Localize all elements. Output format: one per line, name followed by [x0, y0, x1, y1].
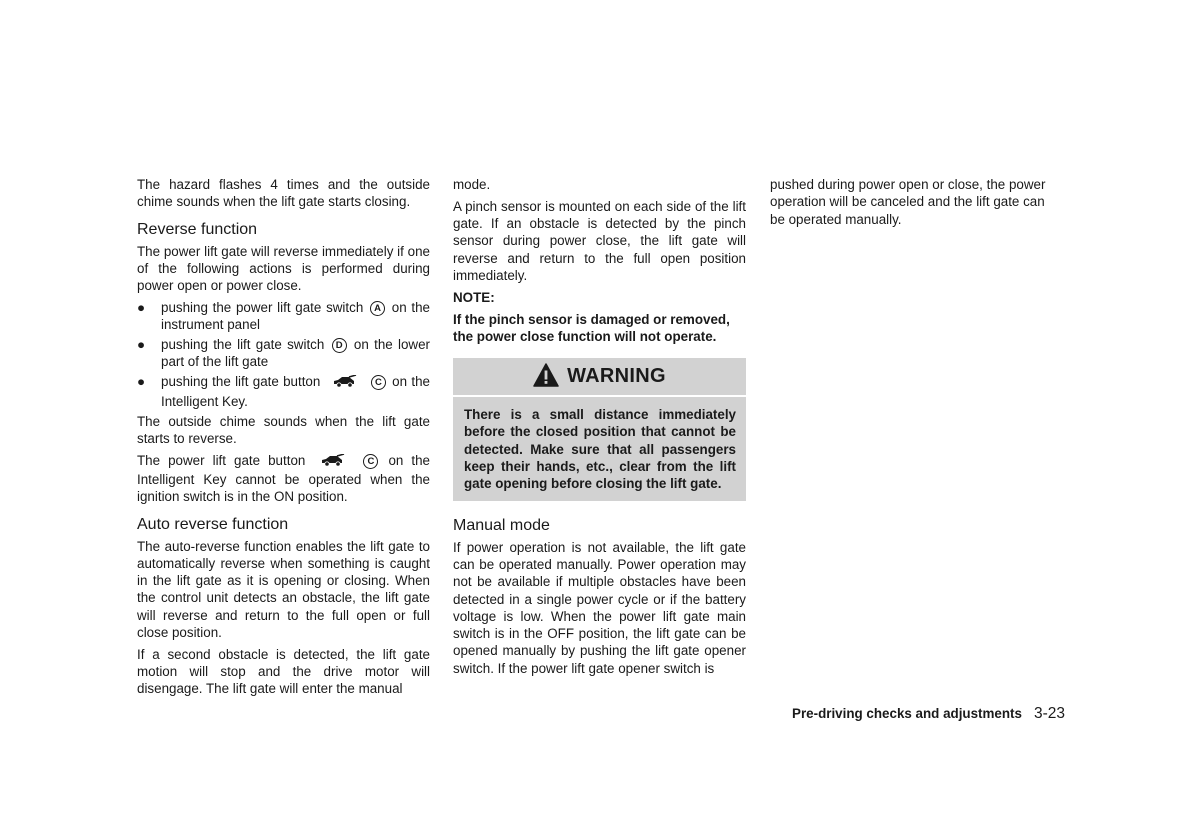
bullet-icon: ●	[137, 374, 146, 390]
callout-d-icon: D	[332, 338, 347, 353]
column-right	[770, 176, 1063, 232]
paragraph-mode: mode.	[453, 177, 491, 192]
paragraph-hazard: The hazard flashes 4 times and the outside chime sounds when the lift gate starts closing.	[137, 177, 430, 210]
lift-gate-car-icon	[321, 454, 345, 471]
paragraph-continued: pushed during power open or close, the power operation will be canceled and the lift gate can be operated manually.	[770, 177, 1046, 227]
section-title: Pre-driving checks and adjustments	[792, 706, 1022, 721]
page-footer	[780, 705, 1065, 723]
bullet-item	[137, 299, 430, 334]
heading-reverse-function: Reverse function	[137, 220, 258, 238]
callout-a-icon: A	[370, 301, 385, 316]
column-middle	[453, 176, 746, 682]
bullet-item	[137, 373, 430, 410]
bullet-text: pushing the power lift gate switch	[161, 299, 364, 315]
page-number: 3-23	[1033, 705, 1065, 722]
paragraph-chime: The outside chime sounds when the lift gate starts to reverse.	[137, 413, 430, 446]
heading-manual-mode: Manual mode	[453, 516, 550, 534]
warning-title: WARNING	[567, 365, 666, 388]
lift-gate-car-icon	[333, 375, 357, 392]
bullet-text: on the Intelligent Key.	[161, 374, 430, 409]
bullet-text: pushing the lift gate button	[161, 374, 321, 390]
warning-box	[453, 358, 746, 500]
column-left	[137, 176, 430, 702]
bullet-icon: ●	[137, 299, 146, 315]
paragraph-pinch-sensor: A pinch sensor is mounted on each side of the lift gate. If an obstacle is detected by the pinch sensor during power close, the lift gate will reverse and return to the full open position immediately.	[453, 198, 746, 283]
bullet-text: on the instrument panel	[161, 299, 430, 333]
paragraph-reverse: The power lift gate will reverse immediately if one of the following actions is performed during power open or power close.	[137, 243, 430, 294]
bullet-icon: ●	[137, 337, 146, 353]
paragraph-button	[137, 452, 430, 506]
bullet-text: pushing the lift gate switch	[161, 337, 325, 353]
paragraph-text: on the Intelligent Key cannot be operated when the ignition switch is in the ON position.	[137, 452, 430, 505]
warning-header	[453, 358, 746, 397]
note-text: If the pinch sensor is damaged or removed, the power close function will not operate.	[453, 311, 730, 344]
paragraph-text: The power lift gate button	[137, 452, 306, 468]
heading-auto-reverse: Auto reverse function	[137, 515, 289, 533]
bullet-item	[137, 336, 430, 371]
warning-triangle-icon	[533, 363, 559, 391]
paragraph-auto-reverse-2: If a second obstacle is detected, the lift gate motion will stop and the drive motor will disengage. The lift gate will enter the manual	[137, 646, 430, 697]
warning-text: There is a small distance immediately before the closed position that cannot be detected. Make sure that all passengers keep their hands, etc., clear from the lift gate opening before closing the lift gate.	[453, 397, 746, 500]
callout-c-icon: C	[363, 454, 378, 469]
note-label: NOTE:	[453, 289, 495, 305]
bullet-text: on the lower part of the lift gate	[161, 337, 430, 370]
callout-c-icon: C	[371, 375, 386, 390]
paragraph-auto-reverse-1: The auto-reverse function enables the lift gate to automatically reverse when something is caught in the lift gate as it is opening or closing. When the control unit detects an obstacle, the lift gate will reverse and return to the full open or full close position.	[137, 538, 430, 641]
paragraph-manual-mode: If power operation is not available, the lift gate can be operated manually. Power operation may not be available if multiple obstacles have been detected in a single power cycle or if the battery voltage is low. When the power lift gate main switch is in the OFF position, the lift gate can be opened manually by pushing the lift gate opener switch. If the power lift gate opener switch is	[453, 539, 746, 676]
